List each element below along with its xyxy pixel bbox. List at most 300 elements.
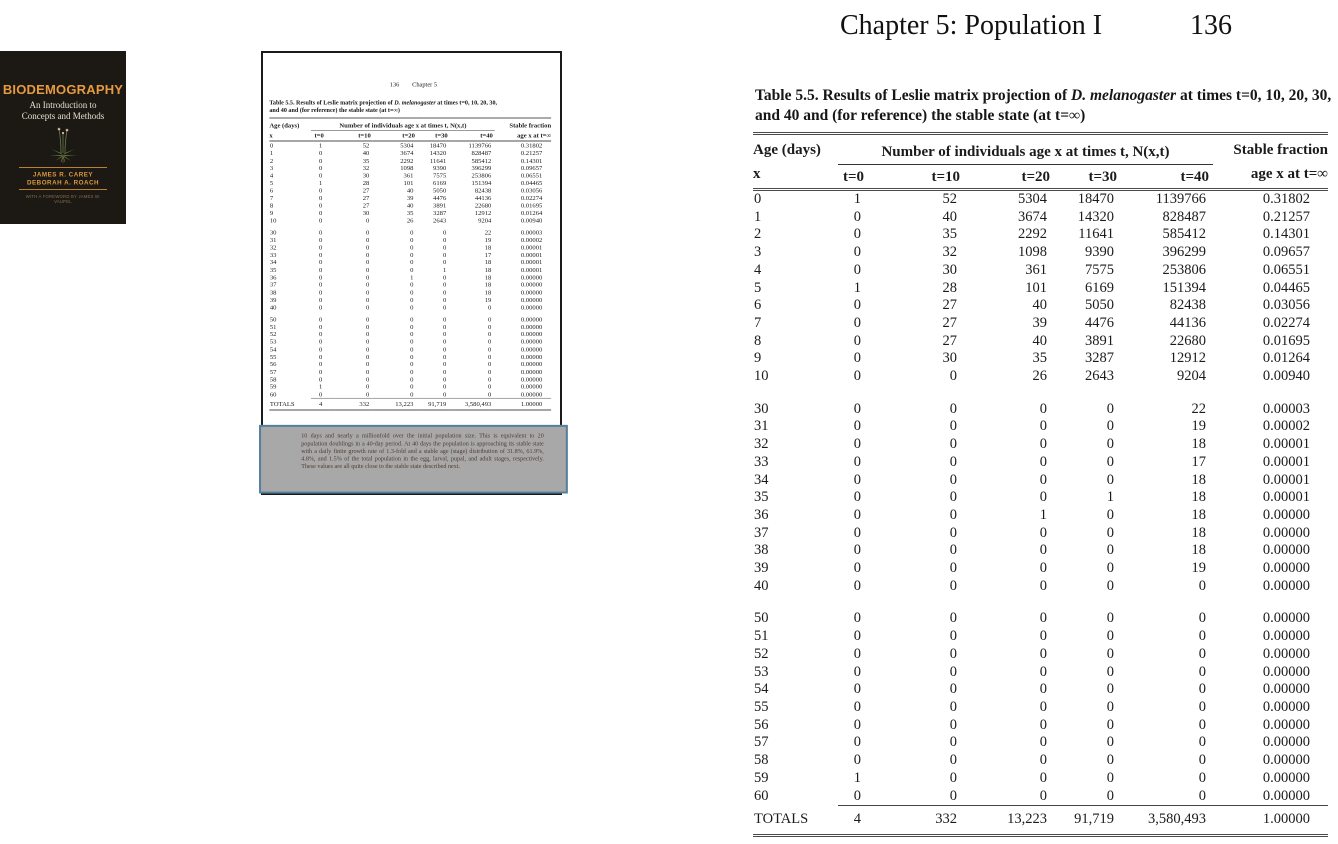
table-row [753, 489, 1328, 507]
value-cell: 0 [318, 345, 323, 353]
value-cell: 0 [853, 418, 861, 435]
value-cell: 0 [1106, 418, 1114, 435]
value-cell: 0 [1198, 628, 1206, 645]
value-cell: 0 [1039, 734, 1047, 751]
value-cell: 18 [484, 243, 492, 251]
value-cell: 0 [366, 288, 370, 296]
value-cell: 0.00001 [1262, 453, 1310, 470]
value-cell: 0 [853, 663, 861, 680]
table-row [269, 353, 551, 360]
value-cell: 0 [949, 734, 957, 751]
value-cell: 9390 [433, 164, 447, 172]
age-cell: 6 [754, 297, 762, 314]
value-cell: 0 [366, 228, 370, 236]
totals-value: 3,580,493 [1123, 806, 1213, 836]
age-cell: 51 [269, 322, 277, 331]
totals-value: 4 [311, 398, 328, 410]
value-cell: 0.06551 [520, 171, 543, 180]
value-cell: 0.00000 [520, 390, 543, 398]
table-row [753, 770, 1328, 788]
value-cell: 0.00000 [520, 367, 543, 376]
value-cell: 0 [949, 663, 957, 680]
table-row [269, 179, 551, 186]
value-cell: 0 [366, 243, 370, 251]
value-cell: 0 [488, 390, 492, 398]
value-cell: 0 [949, 787, 957, 804]
value-cell: 18 [484, 273, 492, 281]
value-cell: 0 [318, 228, 323, 236]
table-row [269, 149, 551, 156]
value-cell: 0 [1106, 716, 1114, 733]
value-cell: 0 [853, 787, 861, 804]
value-cell: 18470 [429, 141, 447, 150]
value-cell: 0 [410, 337, 414, 346]
value-cell: 0 [410, 243, 414, 251]
value-cell: 0 [488, 367, 492, 376]
value-cell: 0 [853, 226, 861, 243]
value-cell: 19 [484, 296, 492, 304]
stub-header-line: x [753, 166, 761, 182]
value-cell: 18 [484, 288, 492, 296]
value-cell: 101 [403, 179, 414, 187]
value-cell: 0 [853, 610, 861, 627]
value-cell: 14320 [429, 149, 447, 157]
value-cell: 0.00001 [520, 243, 543, 251]
value-cell: 26 [406, 216, 414, 224]
value-cell: 0 [488, 337, 492, 346]
value-cell: 0 [1106, 542, 1114, 559]
value-cell: 30 [942, 350, 957, 367]
value-cell: 0 [410, 352, 414, 361]
value-cell: 1 [1039, 506, 1047, 523]
age-cell: 60 [754, 787, 769, 804]
value-cell: 1098 [1018, 244, 1047, 261]
value-cell: 82438 [474, 186, 492, 195]
table-row [269, 390, 551, 398]
value-cell: 0.04465 [520, 179, 543, 187]
stub-header-line: Age (days) [753, 142, 821, 158]
value-cell: 9204 [1177, 368, 1206, 385]
age-cell: 56 [269, 360, 277, 368]
value-cell: 151394 [471, 179, 492, 187]
value-cell: 0 [366, 258, 370, 266]
age-cell: 37 [269, 281, 277, 289]
value-cell: 0 [1106, 436, 1114, 453]
totals-label: TOTALS [269, 398, 311, 410]
value-cell: 52 [362, 141, 370, 150]
table-row [753, 262, 1328, 280]
column-group-header: Number of individuals age x at times t, N(x,t) [838, 134, 1213, 165]
value-cell: 0.00003 [520, 228, 543, 236]
table-row [269, 289, 551, 296]
value-cell: 27 [362, 194, 370, 202]
value-cell: 0 [1198, 681, 1206, 698]
page-thumbnail[interactable] [261, 51, 562, 495]
age-cell: 9 [754, 350, 762, 367]
plant-illustration-icon [0, 125, 126, 165]
value-cell: 0 [1039, 752, 1047, 769]
age-cell: 60 [269, 390, 277, 398]
value-cell: 0 [949, 436, 957, 453]
value-cell: 7575 [433, 171, 447, 180]
value-cell: 0.00000 [1262, 698, 1310, 715]
column-header-time: t=40 [451, 131, 495, 141]
table-row [753, 507, 1328, 525]
value-cell: 40 [1032, 332, 1047, 349]
age-cell: 1 [754, 208, 762, 225]
stable-header-line: Stable fraction [509, 121, 552, 129]
value-cell: 0 [1039, 645, 1047, 662]
value-cell: 0 [442, 352, 447, 361]
value-cell: 0.02274 [1262, 314, 1310, 331]
value-cell: 0 [442, 251, 447, 259]
table-row [269, 236, 551, 243]
age-cell: 7 [754, 314, 762, 331]
totals-value: 1.00000 [1213, 806, 1328, 836]
value-cell: 0 [366, 330, 370, 338]
table-row [753, 525, 1328, 543]
value-cell: 0 [1198, 716, 1206, 733]
value-cell: 0 [1198, 610, 1206, 627]
stable-header-line: Stable fraction [1233, 142, 1328, 158]
value-cell: 0.00000 [520, 296, 543, 304]
value-cell: 0 [410, 296, 414, 304]
age-cell: 2 [269, 156, 274, 165]
value-cell: 0 [1039, 628, 1047, 645]
value-cell: 4476 [1085, 314, 1114, 331]
value-cell: 5050 [433, 186, 447, 195]
value-cell: 0.00000 [520, 330, 543, 338]
age-cell: 57 [269, 367, 277, 376]
value-cell: 0.14301 [520, 156, 543, 165]
value-cell: 0.00000 [1262, 577, 1310, 594]
age-cell: 40 [754, 577, 769, 594]
author-name: DEBORAH A. ROACH [26, 179, 99, 186]
column-header-time: t=10 [328, 131, 372, 141]
value-cell: 0 [410, 228, 414, 236]
value-cell: 18 [484, 258, 492, 266]
age-cell: 34 [754, 471, 769, 488]
value-cell: 3287 [433, 209, 447, 217]
value-cell: 0 [442, 296, 447, 304]
group-gap [753, 386, 1328, 401]
value-cell: 0 [318, 186, 323, 195]
value-cell: 0 [949, 506, 957, 523]
value-cell: 1 [442, 266, 447, 274]
value-cell: 0 [318, 273, 323, 281]
value-cell: 0 [318, 281, 323, 289]
age-cell: 55 [754, 698, 769, 715]
value-cell: 0 [853, 506, 861, 523]
value-cell: 11641 [429, 156, 447, 165]
value-cell: 22 [1191, 400, 1206, 417]
value-cell: 0 [318, 149, 323, 157]
value-cell: 0 [1106, 628, 1114, 645]
age-cell: 39 [754, 560, 769, 577]
value-cell: 6169 [1085, 279, 1114, 296]
value-cell: 0 [949, 752, 957, 769]
value-cell: 101 [1025, 279, 1047, 296]
magnified-page [750, 0, 1338, 844]
chapter-title: Chapter 5: Population I [840, 10, 1103, 41]
value-cell: 40 [406, 201, 414, 210]
value-cell: 0 [1039, 453, 1047, 470]
value-cell: 17 [1191, 453, 1206, 470]
totals-value: 91,719 [416, 398, 450, 410]
value-cell: 0 [1106, 524, 1114, 541]
value-cell: 0 [366, 281, 370, 289]
column-header-time: t=0 [838, 165, 873, 190]
age-cell: 2 [754, 226, 762, 243]
age-cell: 35 [754, 489, 769, 506]
value-cell: 27 [362, 186, 370, 195]
value-cell: 18 [1191, 524, 1206, 541]
table-row [269, 259, 551, 266]
value-cell: 585412 [1162, 226, 1206, 243]
table-row [753, 244, 1328, 262]
age-cell: 4 [754, 261, 762, 278]
value-cell: 0 [853, 681, 861, 698]
value-cell: 151394 [1162, 279, 1206, 296]
value-cell: 361 [403, 171, 414, 180]
value-cell: 361 [1025, 261, 1047, 278]
table-row [753, 401, 1328, 419]
value-cell: 0.00000 [520, 352, 543, 361]
value-cell: 0.00001 [1262, 471, 1310, 488]
value-cell: 35 [942, 226, 957, 243]
value-cell: 19 [484, 236, 492, 244]
value-cell: 0 [853, 560, 861, 577]
value-cell: 0.21257 [520, 149, 543, 157]
column-header-time: t=20 [372, 131, 416, 141]
age-cell: 36 [269, 273, 277, 281]
table-row [753, 190, 1328, 209]
value-cell: 0 [853, 524, 861, 541]
value-cell: 0 [1039, 542, 1047, 559]
table-row [269, 323, 551, 330]
value-cell: 396299 [1162, 244, 1206, 261]
age-cell: 32 [269, 243, 277, 251]
value-cell: 253806 [471, 171, 492, 180]
value-cell: 0 [853, 542, 861, 559]
value-cell: 0 [366, 390, 370, 398]
value-cell: 0 [366, 315, 370, 323]
age-cell: 34 [269, 258, 277, 266]
totals-value: 4 [838, 806, 873, 836]
value-cell: 3674 [400, 149, 414, 157]
value-cell: 0 [853, 471, 861, 488]
value-cell: 1 [853, 769, 861, 786]
value-cell: 0 [366, 345, 370, 353]
value-cell: 0 [442, 228, 447, 236]
value-cell: 18 [1191, 471, 1206, 488]
value-cell: 0.00000 [520, 360, 543, 368]
value-cell: 0.00001 [520, 251, 543, 259]
age-cell: 37 [754, 524, 769, 541]
value-cell: 28 [942, 279, 957, 296]
value-cell: 0 [853, 208, 861, 225]
age-cell: 57 [754, 734, 769, 751]
value-cell: 2292 [400, 156, 414, 165]
value-cell: 0.00001 [1262, 436, 1310, 453]
value-cell: 0.00000 [1262, 734, 1310, 751]
value-cell: 1139766 [1155, 191, 1206, 207]
age-cell: 8 [269, 201, 274, 210]
age-cell: 59 [269, 382, 277, 391]
value-cell: 0 [318, 156, 323, 165]
age-cell: 0 [269, 141, 274, 150]
highlight-text: 10 days and nearly a millionfold over the initial population size. This is equivalent to 20 population doublings in a 40-day period. At 40 days the population is approaching its stable state with a daily finite growth rate of 1.3-fold and a stable age (stage) distribution of 31.8%, 61.9%, 4.8%, and 1.5% of the total population in the egg, larval, pupal, and adult stages, respectively. These values are all quite close to the stable state described next. [301, 432, 544, 470]
value-cell: 52 [942, 191, 957, 207]
age-cell: 30 [269, 228, 277, 236]
table-row [753, 788, 1328, 806]
table-row [753, 664, 1328, 682]
highlight-box[interactable] [259, 425, 568, 494]
value-cell: 44136 [1169, 314, 1206, 331]
value-cell: 0 [488, 322, 492, 331]
value-cell: 0 [949, 610, 957, 627]
thumbnail-running-head [263, 80, 564, 88]
totals-value: 13,223 [372, 398, 416, 410]
value-cell: 0.03056 [520, 186, 543, 195]
value-cell: 7575 [1085, 261, 1114, 278]
group-gap [753, 595, 1328, 610]
value-cell: 1 [318, 179, 323, 187]
value-cell: 0 [366, 236, 370, 244]
value-cell: 0 [442, 330, 447, 338]
value-cell: 22 [484, 228, 492, 236]
table-row [753, 560, 1328, 578]
thumbnail-chapter-label: Chapter 5 [412, 80, 438, 88]
value-cell: 35 [406, 209, 414, 217]
value-cell: 0 [853, 734, 861, 751]
table-row [269, 194, 551, 201]
value-cell: 0.00000 [1262, 524, 1310, 541]
totals-row [753, 806, 1328, 836]
value-cell: 0.00000 [1262, 610, 1310, 627]
table-row [753, 454, 1328, 472]
age-cell: 31 [754, 418, 769, 435]
age-cell: 35 [269, 266, 277, 274]
value-cell: 30 [362, 209, 370, 217]
column-header-time: t=0 [311, 131, 328, 141]
age-cell: 33 [269, 251, 277, 259]
value-cell: 35 [362, 156, 370, 165]
table-row [269, 251, 551, 258]
value-cell: 0 [1039, 681, 1047, 698]
table-row [269, 157, 551, 164]
value-cell: 0.00001 [1262, 489, 1310, 506]
value-cell: 0 [318, 171, 323, 180]
table-row [753, 418, 1328, 436]
value-cell: 0 [410, 382, 414, 391]
value-cell: 0.00000 [520, 382, 543, 391]
cover-subtitle: An Introduction to Concepts and Methods [21, 100, 105, 121]
value-cell: 0 [366, 251, 370, 259]
value-cell: 0 [1039, 400, 1047, 417]
value-cell: 40 [362, 149, 370, 157]
value-cell: 0 [853, 350, 861, 367]
value-cell: 0 [853, 628, 861, 645]
value-cell: 0 [318, 258, 323, 266]
value-cell: 0 [488, 345, 492, 353]
column-header-stable-fraction [1213, 134, 1328, 190]
stable-header-line: age x at t=∞ [517, 131, 552, 139]
value-cell: 5050 [1085, 297, 1114, 314]
value-cell: 0 [318, 352, 323, 361]
value-cell: 0 [1106, 752, 1114, 769]
age-cell: 32 [754, 436, 769, 453]
value-cell: 0 [442, 236, 447, 244]
table-row [269, 209, 551, 216]
value-cell: 0 [442, 375, 447, 383]
age-cell: 54 [269, 345, 277, 353]
value-cell: 0.02274 [520, 194, 543, 202]
totals-value: 332 [873, 806, 963, 836]
value-cell: 9390 [1085, 244, 1114, 261]
table-row [753, 209, 1328, 227]
totals-row [269, 398, 551, 410]
value-cell: 0 [853, 368, 861, 385]
value-cell: 0 [1198, 698, 1206, 715]
table-row [269, 164, 551, 171]
leslie-table-main [753, 132, 1328, 837]
value-cell: 0.14301 [1262, 226, 1310, 243]
value-cell: 0 [442, 367, 447, 376]
value-cell: 0 [318, 330, 323, 338]
value-cell: 1 [853, 279, 861, 296]
value-cell: 0 [318, 216, 323, 224]
value-cell: 0.00002 [1262, 418, 1310, 435]
value-cell: 0 [1198, 663, 1206, 680]
value-cell: 0 [318, 288, 323, 296]
value-cell: 82438 [1169, 297, 1206, 314]
value-cell: 6169 [433, 179, 447, 187]
value-cell: 35 [1032, 350, 1047, 367]
value-cell: 44136 [474, 194, 492, 202]
value-cell: 0 [949, 542, 957, 559]
value-cell: 0 [1039, 489, 1047, 506]
value-cell: 2643 [1085, 368, 1114, 385]
value-cell: 0.00000 [1262, 560, 1310, 577]
value-cell: 1 [853, 191, 861, 207]
column-header-stable-fraction [495, 118, 551, 141]
value-cell: 253806 [1162, 261, 1206, 278]
value-cell: 0.06551 [1262, 261, 1310, 278]
value-cell: 0.31802 [1262, 191, 1310, 207]
value-cell: 0 [410, 281, 414, 289]
book-cover[interactable] [0, 51, 126, 224]
age-cell: 55 [269, 352, 277, 361]
value-cell: 0 [488, 352, 492, 361]
value-cell: 0 [366, 382, 370, 391]
column-group-header: Number of individuals age x at times t, N(x,t) [311, 118, 495, 131]
age-cell: 56 [754, 716, 769, 733]
value-cell: 0 [1198, 752, 1206, 769]
value-cell: 0 [442, 390, 447, 398]
value-cell: 40 [1032, 297, 1047, 314]
table-row [753, 436, 1328, 454]
value-cell: 0 [366, 375, 370, 383]
table-row [269, 141, 551, 149]
value-cell: 40 [942, 208, 957, 225]
stub-header-line: Age (days) [269, 121, 300, 129]
value-cell: 0 [318, 194, 323, 202]
value-cell: 0 [318, 322, 323, 331]
leslie-table [269, 117, 551, 410]
value-cell: 0 [1106, 471, 1114, 488]
value-cell: 0 [1039, 524, 1047, 541]
